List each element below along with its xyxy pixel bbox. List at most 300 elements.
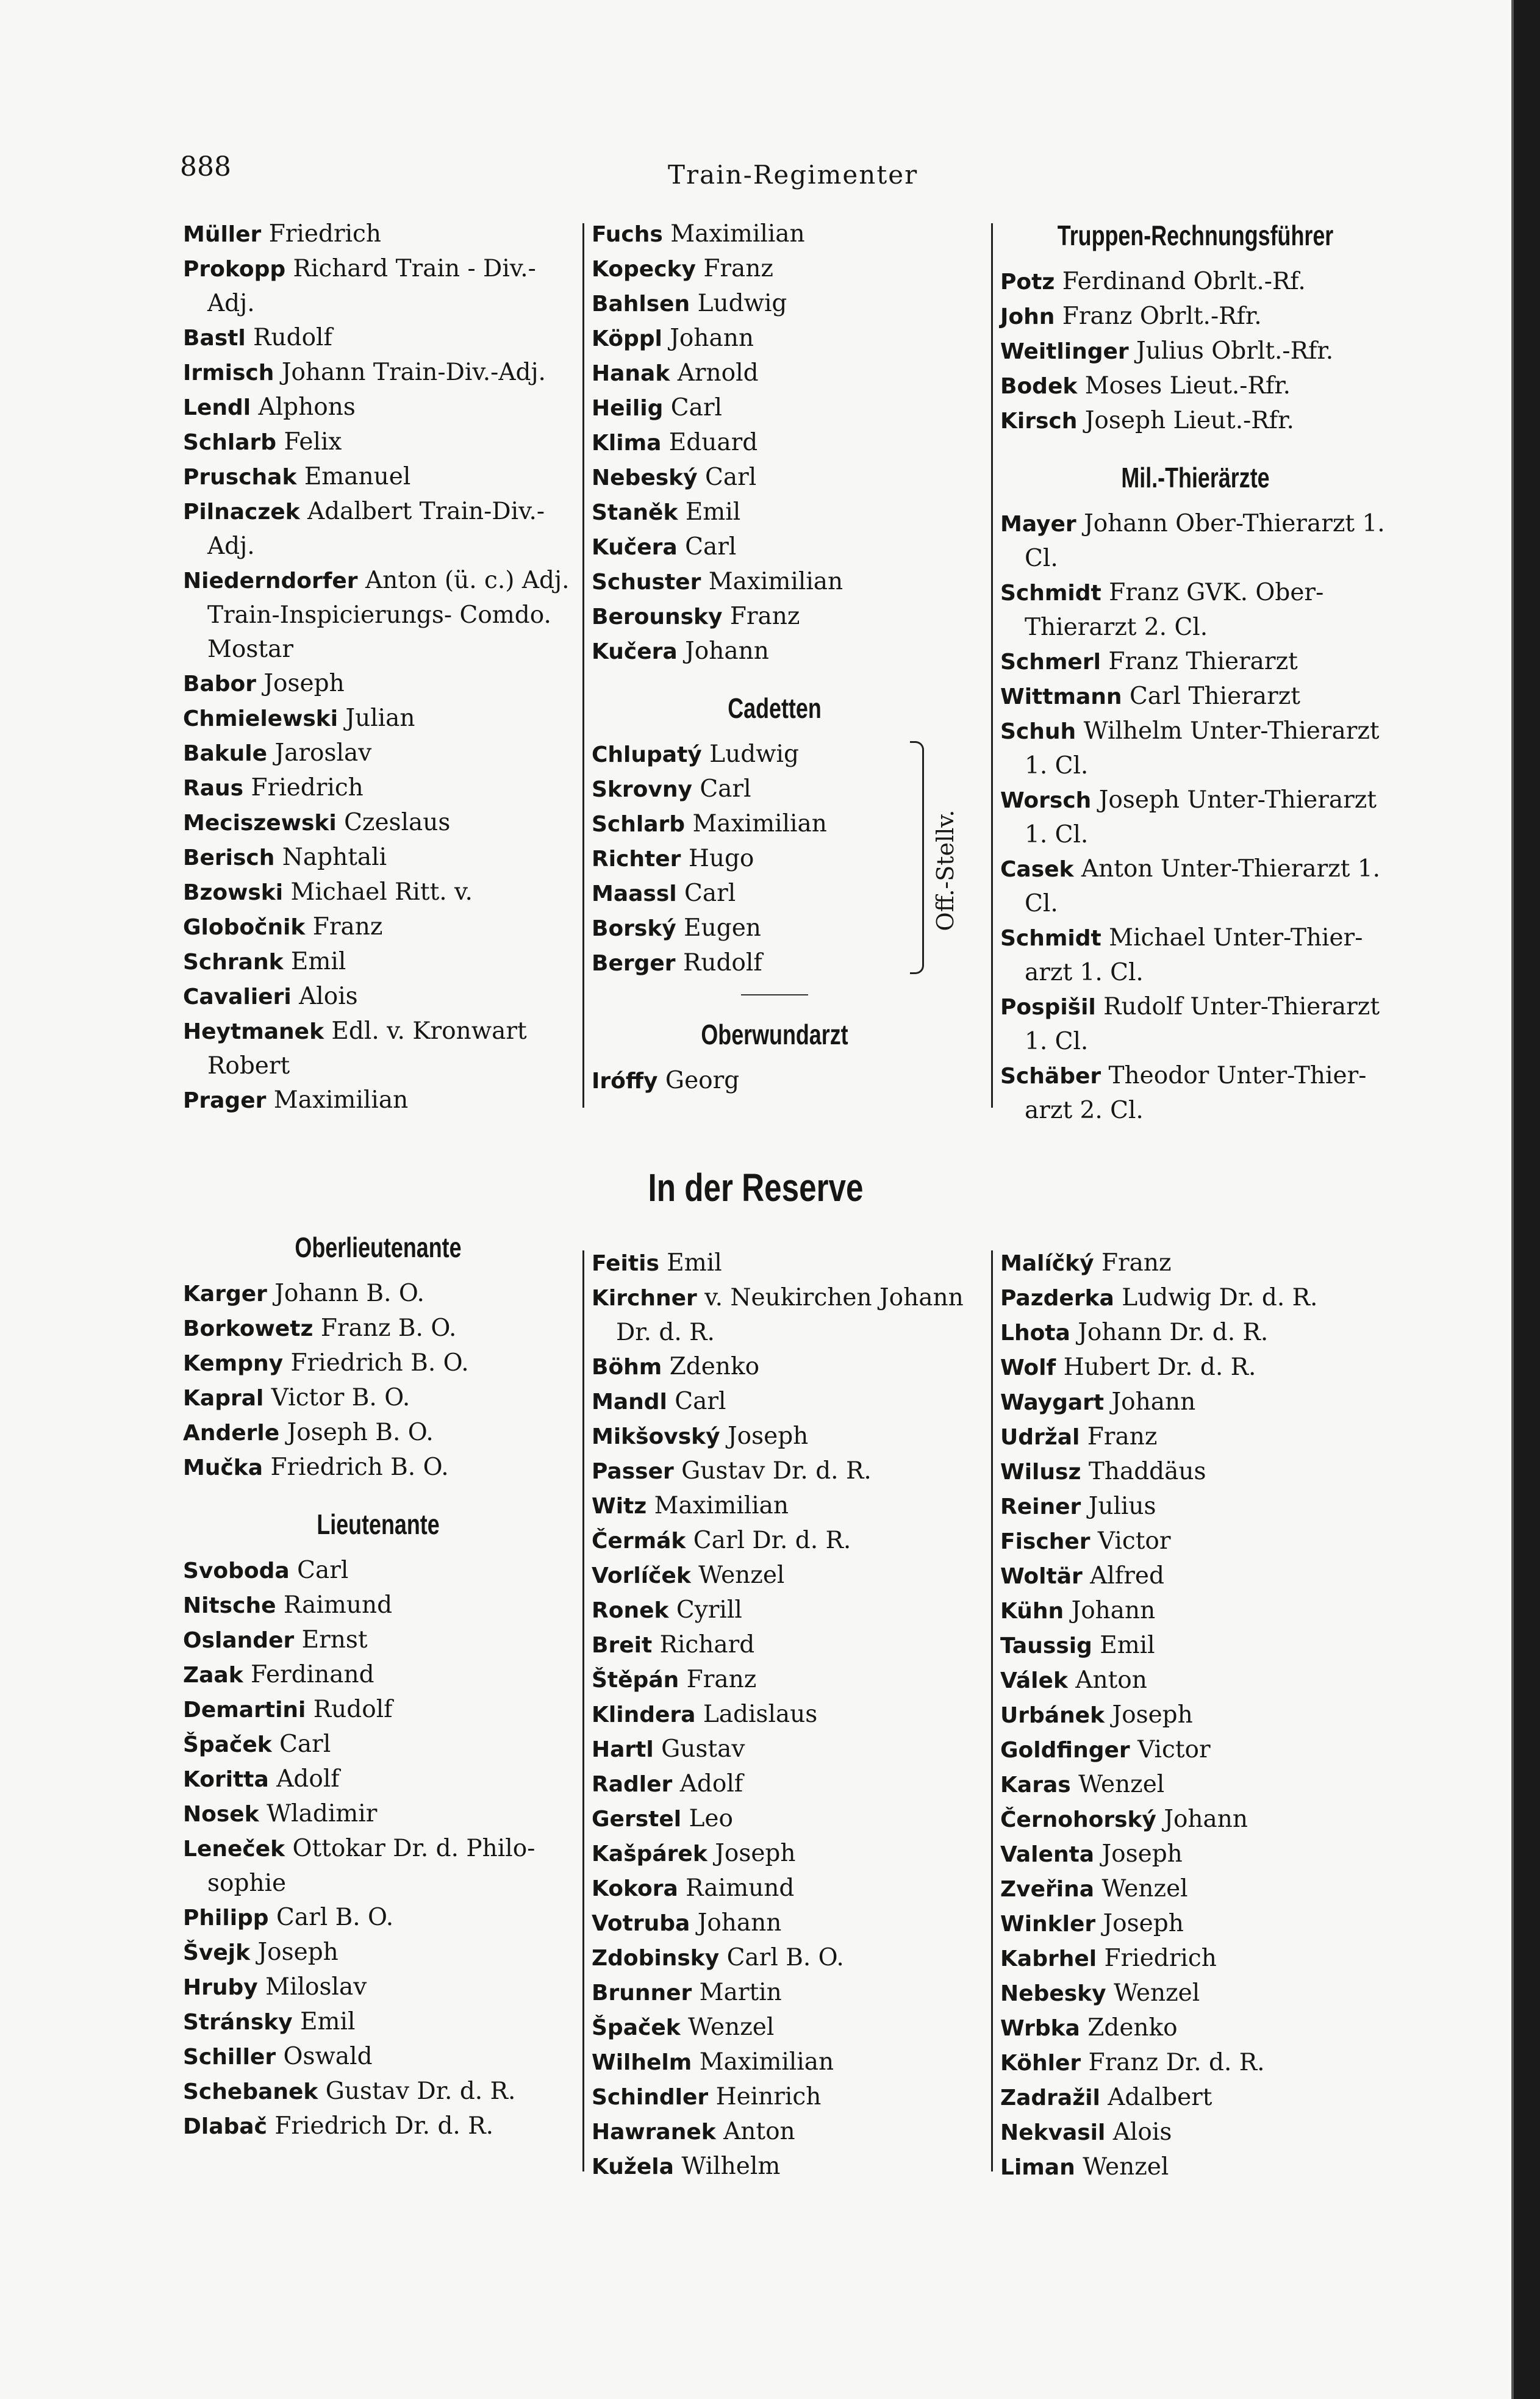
roster-entry [183, 1311, 573, 1346]
surname: Lhota [1000, 1321, 1070, 1346]
roster-entry [1000, 852, 1391, 921]
roster-entry [183, 1416, 573, 1451]
given-name-and-rank: Emanuel [304, 463, 411, 490]
given-name-and-rank: Maximilian [654, 1492, 789, 1519]
surname: Schlarb [183, 430, 277, 455]
roster-entry [592, 842, 958, 877]
given-name-and-rank: Carl [704, 464, 757, 491]
given-name-and-rank: Joseph [727, 1422, 809, 1450]
roster-entry [1000, 2115, 1391, 2150]
surname: Nekvasil [1000, 2120, 1106, 2145]
roster-entry [183, 1970, 573, 2005]
given-name-and-rank: Johann [697, 1909, 782, 1937]
given-name-and-rank: Joseph [263, 670, 345, 697]
column-divider [991, 223, 993, 1108]
roster-entry [592, 1593, 982, 1628]
given-name-and-rank: Friedrich B. O. [270, 1454, 449, 1481]
surname: Schuster [592, 570, 701, 595]
roster-entry [592, 495, 958, 530]
roster-entry [183, 1727, 573, 1762]
surname: Wrbka [1000, 2016, 1080, 2041]
surname: Maassl [592, 881, 677, 906]
given-name-and-rank: Joseph Lieut.-Rfr. [1084, 407, 1294, 434]
surname: Kempny [183, 1351, 284, 1376]
surname: Štěpán [592, 1668, 679, 1693]
roster-entry [183, 460, 573, 495]
roster-entry [1000, 1559, 1391, 1594]
roster-entry [1000, 1733, 1391, 1768]
roster-entry [183, 252, 573, 321]
surname: Vorlíček [592, 1563, 691, 1588]
roster-entry [592, 1350, 982, 1385]
given-name-and-rank: Carl [685, 533, 737, 561]
surname: Köhler [1000, 2051, 1081, 2076]
surname: Köppl [592, 326, 662, 351]
given-name-and-rank: Friedrich [268, 220, 382, 248]
surname: Richter [592, 847, 681, 872]
given-name-and-rank: Maximilian [670, 220, 805, 248]
roster-entry [183, 564, 573, 667]
roster-entry [183, 1832, 573, 1901]
surname: Schindler [592, 2085, 709, 2110]
given-name-and-rank: Richard Train - Div.- Adj. [207, 255, 536, 317]
roster-entry [183, 1935, 573, 1970]
given-name-and-rank: Johann [1111, 1388, 1196, 1416]
given-name-and-rank: Wenzel [1078, 1771, 1165, 1798]
roster-entry [592, 1558, 982, 1593]
surname: Weitlinger [1000, 339, 1129, 364]
roster-entry [592, 1698, 982, 1732]
given-name-and-rank: Johann B. O. [274, 1280, 424, 1307]
surname: Borkowetz [183, 1316, 313, 1341]
roster-entry [592, 426, 958, 461]
given-name-and-rank: Joseph [715, 1840, 796, 1867]
cadetten-list [592, 737, 958, 981]
surname: Fischer [1000, 1529, 1091, 1554]
roster-entry [183, 1762, 573, 1797]
surname: Koritta [183, 1767, 269, 1792]
roster-entry [1000, 1316, 1391, 1350]
roster-entry [592, 600, 958, 634]
given-name-and-rank: Alois [299, 983, 358, 1010]
given-name-and-rank: Naphtali [282, 844, 387, 871]
given-name-and-rank: Julius Obrlt.-Rfr. [1136, 337, 1334, 365]
surname: Meciszewski [183, 811, 337, 836]
roster-entry [1000, 1594, 1391, 1629]
surname: Kužela [592, 2154, 674, 2179]
roster-entry [1000, 714, 1391, 783]
given-name-and-rank: Czeslaus [344, 809, 451, 836]
surname: Bahlsen [592, 292, 690, 317]
roster-entry [592, 321, 958, 356]
given-name-and-rank: Carl [297, 1557, 349, 1584]
roster-entry [592, 1906, 982, 1941]
roster-entry [183, 1346, 573, 1381]
column-active-1 [183, 217, 573, 1118]
roster-entry [1000, 1976, 1391, 2011]
surname: Reiner [1000, 1494, 1081, 1519]
cadetten-group [592, 737, 958, 981]
given-name-and-rank: Gustav Dr. d. R. [325, 2078, 516, 2105]
surname: Kučera [592, 639, 678, 664]
roster-entry [183, 701, 573, 736]
roster-entry [592, 1524, 982, 1558]
roster-entry [1000, 2011, 1391, 2046]
given-name-and-rank: Maximilian [699, 2048, 834, 2076]
surname: Kučera [592, 535, 678, 560]
roster-entry [183, 1797, 573, 1832]
given-name-and-rank: Carl [670, 394, 722, 421]
oberlieutenante-list [183, 1277, 573, 1485]
roster-entry [183, 1623, 573, 1658]
roster-entry [183, 2040, 573, 2074]
roster-entry [592, 1628, 982, 1663]
roster-entry [1000, 1802, 1391, 1837]
given-name-and-rank: Carl [675, 1388, 726, 1415]
given-name-and-rank: Wenzel [688, 2014, 775, 2041]
given-name-and-rank: Victor [1137, 1736, 1211, 1763]
roster-entry [1000, 1837, 1391, 1872]
roster-entry [592, 530, 958, 565]
surname: Schebanek [183, 2079, 318, 2104]
surname: Witz [592, 1494, 647, 1519]
given-name-and-rank: Alois [1112, 2118, 1172, 2146]
given-name-and-rank: Gustav [661, 1735, 745, 1763]
given-name-and-rank: Eduard [668, 429, 758, 456]
given-name-and-rank: Joseph [257, 1938, 338, 1966]
surname: Wittmann [1000, 684, 1122, 709]
given-name-and-rank: Raimund [283, 1591, 393, 1619]
roster-entry [1000, 1385, 1391, 1420]
surname: Potz [1000, 270, 1055, 295]
roster-entry [1000, 2081, 1391, 2115]
roster-entry [183, 841, 573, 875]
given-name-and-rank: Carl Thierarzt [1129, 683, 1300, 710]
surname: Valenta [1000, 1842, 1095, 1867]
given-name-and-rank: Franz Dr. d. R. [1088, 2049, 1265, 2076]
surname: Wilusz [1000, 1460, 1081, 1485]
given-name-and-rank: Franz Obrlt.-Rfr. [1062, 303, 1262, 330]
surname: Lendl [183, 395, 251, 420]
given-name-and-rank: Arnold [677, 359, 759, 387]
roster-entry [592, 1732, 982, 1767]
given-name-and-rank: Emil [290, 948, 346, 975]
roster-entry [1000, 1281, 1391, 1316]
surname: Schrank [183, 950, 284, 975]
surname: Zaak [183, 1663, 243, 1688]
given-name-and-rank: Georg [665, 1067, 740, 1094]
given-name-and-rank: Zdenko [1087, 2014, 1178, 2042]
surname: Liman [1000, 2155, 1075, 2180]
roster-entry [183, 980, 573, 1014]
roster-entry [1000, 1524, 1391, 1559]
surname: Taussig [1000, 1633, 1092, 1659]
surname: Schmidt [1000, 581, 1101, 606]
surname: Schlarb [592, 812, 686, 837]
surname: Karas [1000, 1773, 1071, 1798]
roster-entry [183, 1014, 573, 1083]
roster-entry [592, 1064, 958, 1099]
given-name-and-rank: Franz GVK. Ober- Thierarzt 2. Cl. [1025, 579, 1324, 641]
given-name-and-rank: Gustav Dr. d. R. [681, 1457, 872, 1485]
surname: Kokora [592, 1876, 678, 1901]
surname: Berger [592, 951, 676, 976]
roster-entry [183, 217, 573, 252]
roster-entry [1000, 1350, 1391, 1385]
surname: Wolf [1000, 1355, 1056, 1380]
roster-entry [592, 1871, 982, 1906]
section-title-cadetten: Cadetten [728, 692, 822, 724]
roster-entry [183, 806, 573, 841]
roster-entry [592, 565, 958, 600]
roster-entry [183, 945, 573, 980]
roster-entry [183, 771, 573, 806]
given-name-and-rank: Emil [685, 498, 741, 526]
roster-entry [1000, 2150, 1391, 2185]
roster-entry [183, 1083, 573, 1118]
surname: Bastl [183, 326, 246, 351]
roster-entry [592, 634, 958, 669]
given-name-and-rank: Emil [1100, 1632, 1155, 1659]
section-title-oberwundarzt: Oberwundarzt [701, 1019, 848, 1050]
surname: Berisch [183, 845, 275, 870]
surname: Svoboda [183, 1558, 290, 1583]
roster-entry [592, 737, 958, 772]
given-name-and-rank: Heinrich [715, 2083, 822, 2110]
given-name-and-rank: Zdenko [669, 1353, 760, 1380]
given-name-and-rank: Carl [279, 1730, 331, 1758]
given-name-and-rank: Carl B. O. [276, 1904, 394, 1931]
roster-entry [592, 1246, 982, 1281]
roster-entry [1000, 1663, 1391, 1698]
surname: Casek [1000, 857, 1074, 882]
roster-entry [592, 2080, 982, 2115]
given-name-and-rank: Julius [1088, 1493, 1156, 1520]
roster-entry [592, 772, 958, 807]
surname: Karger [183, 1282, 267, 1307]
surname: Schiller [183, 2045, 276, 2070]
given-name-and-rank: Johann [670, 325, 754, 352]
oberwundarzt-list [592, 1064, 958, 1099]
surname: Philipp [183, 1906, 269, 1931]
surname: Prager [183, 1088, 267, 1113]
given-name-and-rank: Cyrill [676, 1596, 742, 1624]
section-title-rechnungsfuehrer: Truppen-Rechnungsführer [1057, 220, 1334, 251]
given-name-and-rank: Wenzel [698, 1562, 785, 1589]
given-name-and-rank: Wilhelm [681, 2153, 781, 2180]
surname: Anderle [183, 1421, 280, 1446]
roster-entry [1000, 265, 1391, 299]
given-name-and-rank: Wladimir [267, 1800, 378, 1827]
given-name-and-rank: Jaroslav [274, 739, 372, 767]
roster-entry [183, 425, 573, 460]
roster-entry [183, 1554, 573, 1588]
given-name-and-rank: Ferdinand Obrlt.-Rf. [1062, 268, 1306, 295]
roster-entry [1000, 369, 1391, 404]
column-divider [582, 1250, 584, 2171]
roster-entry [1000, 1629, 1391, 1663]
surname: Schmerl [1000, 650, 1101, 675]
roster-entry [592, 1976, 982, 2010]
section-title-oberlieutenante: Oberlieutenante [295, 1232, 462, 1263]
given-name-and-rank: Rudolf [253, 324, 332, 351]
given-name-and-rank: Emil [300, 2008, 356, 2035]
roster-entry [183, 1451, 573, 1485]
reserve-heading: In der Reserve [648, 1166, 864, 1210]
surname: Bodek [1000, 374, 1078, 399]
given-name-and-rank: Wilhelm Unter-Thierarzt 1. Cl. [1025, 717, 1380, 780]
roster-entry [183, 1901, 573, 1935]
roster-entry [592, 1767, 982, 1802]
surname: Kopecky [592, 257, 696, 282]
given-name-and-rank: Friedrich [1104, 1945, 1217, 1972]
surname: Feitis [592, 1251, 659, 1276]
given-name-and-rank: Adalbert Train-Div.- Adj. [207, 498, 545, 560]
surname: Bakule [183, 741, 268, 766]
roster-entry [1000, 645, 1391, 680]
given-name-and-rank: Adalbert [1108, 2084, 1212, 2111]
roster-entry [183, 1277, 573, 1311]
roster-entry [592, 1837, 982, 1871]
surname: Schuh [1000, 719, 1076, 744]
roster-entry [592, 391, 958, 426]
roster-entry [592, 877, 958, 911]
surname: Demartini [183, 1698, 306, 1723]
given-name-and-rank: Wenzel [1083, 2153, 1169, 2181]
given-name-and-rank: Friedrich Dr. d. R. [274, 2112, 493, 2140]
surname: Woltär [1000, 1564, 1083, 1589]
roster-entry [1000, 990, 1391, 1059]
given-name-and-rank: Carl Dr. d. R. [693, 1527, 851, 1554]
surname: Müller [183, 222, 262, 247]
roster-entry [183, 2074, 573, 2109]
surname: Špaček [592, 2015, 681, 2040]
surname: Waygart [1000, 1390, 1105, 1415]
surname: Pazderka [1000, 1286, 1114, 1311]
surname: Brunner [592, 1981, 692, 2006]
roster-entry [592, 1489, 982, 1524]
given-name-and-rank: Felix [284, 428, 342, 456]
given-name-and-rank: Victor [1097, 1527, 1171, 1555]
surname: Chlupatý [592, 742, 702, 767]
given-name-and-rank: Franz [729, 603, 800, 630]
surname: Klima [592, 431, 662, 456]
surname: Niederndorfer [183, 568, 358, 593]
surname: Zveřina [1000, 1877, 1095, 1902]
given-name-and-rank: Ferdinand [251, 1661, 374, 1688]
surname: Kirsch [1000, 409, 1078, 434]
roster-entry [592, 946, 958, 981]
surname: Ronek [592, 1598, 669, 1623]
surname: Fuchs [592, 222, 663, 247]
given-name-and-rank: Edl. v. Kronwart Robert [207, 1017, 527, 1080]
roster-entry [1000, 507, 1391, 576]
column-reserve-1 [183, 1229, 573, 2144]
surname: Nosek [183, 1802, 259, 1827]
given-name-and-rank: Ottokar Dr. d. Philo- sophie [207, 1835, 535, 1897]
surname: Passer [592, 1459, 674, 1484]
surname: Radler [592, 1772, 673, 1797]
section-rule [741, 994, 808, 995]
column-active-2 [592, 217, 958, 1099]
surname: Malíčký [1000, 1251, 1094, 1276]
surname: Babor [183, 672, 256, 697]
roster-entry [183, 1693, 573, 1727]
surname: Iróffy [592, 1069, 658, 1094]
roster-entry [592, 356, 958, 391]
surname: Cavalieri [183, 984, 292, 1009]
given-name-and-rank: Franz B. O. [320, 1314, 457, 1342]
given-name-and-rank: Franz [1087, 1423, 1158, 1451]
roster-entry [1000, 1768, 1391, 1802]
roster-entry [183, 2005, 573, 2040]
given-name-and-rank: Victor B. O. [271, 1384, 410, 1411]
active-list-2 [592, 217, 958, 669]
column-divider [991, 1250, 993, 2171]
surname: Mandl [592, 1390, 667, 1415]
roster-entry [1000, 576, 1391, 645]
surname: Irmisch [183, 360, 274, 385]
column-reserve-2 [592, 1246, 982, 2184]
roster-entry [1000, 1698, 1391, 1733]
surname: Pilnaczek [183, 500, 300, 525]
surname: Leneček [183, 1837, 285, 1862]
surname: Špaček [183, 1732, 272, 1757]
surname: Breit [592, 1633, 653, 1658]
roster-entry [1000, 680, 1391, 714]
surname: Worsch [1000, 788, 1092, 813]
given-name-and-rank: Theodor Unter-Thier- arzt 2. Cl. [1025, 1062, 1367, 1124]
surname: Schäber [1000, 1064, 1101, 1089]
given-name-and-rank: Rudolf [313, 1696, 393, 1723]
roster-entry [1000, 921, 1391, 990]
surname: Dlabač [183, 2114, 267, 2139]
roster-entry [183, 1658, 573, 1693]
roster-entry [183, 495, 573, 564]
surname: Mikšovský [592, 1424, 720, 1449]
roster-entry [183, 321, 573, 356]
roster-entry [183, 875, 573, 910]
given-name-and-rank: Maximilian [692, 810, 827, 837]
given-name-and-rank: Raimund [686, 1874, 795, 1902]
roster-entry [592, 911, 958, 946]
given-name-and-rank: Friedrich [251, 774, 364, 801]
given-name-and-rank: Friedrich B. O. [290, 1349, 469, 1377]
given-name-and-rank: Miloslav [265, 1973, 367, 2001]
given-name-and-rank: Maximilian [708, 568, 843, 595]
surname: Švejk [183, 1940, 251, 1965]
given-name-and-rank: Carl [684, 880, 736, 907]
roster-entry [592, 1941, 982, 1976]
surname: Borský [592, 916, 676, 941]
given-name-and-rank: Emil [667, 1249, 722, 1277]
surname: Stránsky [183, 2010, 293, 2035]
roster-entry [592, 1663, 982, 1698]
given-name-and-rank: Leo [689, 1805, 733, 1832]
section-title-lieutenante: Lieutenante [317, 1508, 440, 1540]
surname: Heilig [592, 396, 664, 421]
given-name-and-rank: Johann [685, 637, 769, 665]
given-name-and-rank: Hugo [688, 845, 754, 872]
given-name-and-rank: Alphons [258, 393, 356, 421]
roster-entry [183, 1588, 573, 1623]
given-name-and-rank: Wenzel [1101, 1875, 1188, 1902]
surname: Kabrhel [1000, 1946, 1097, 1971]
given-name-and-rank: Johann [1164, 1806, 1248, 1833]
roster-entry [1000, 2046, 1391, 2081]
given-name-and-rank: Franz [703, 255, 773, 282]
running-head: Train-Regimenter [668, 160, 919, 190]
